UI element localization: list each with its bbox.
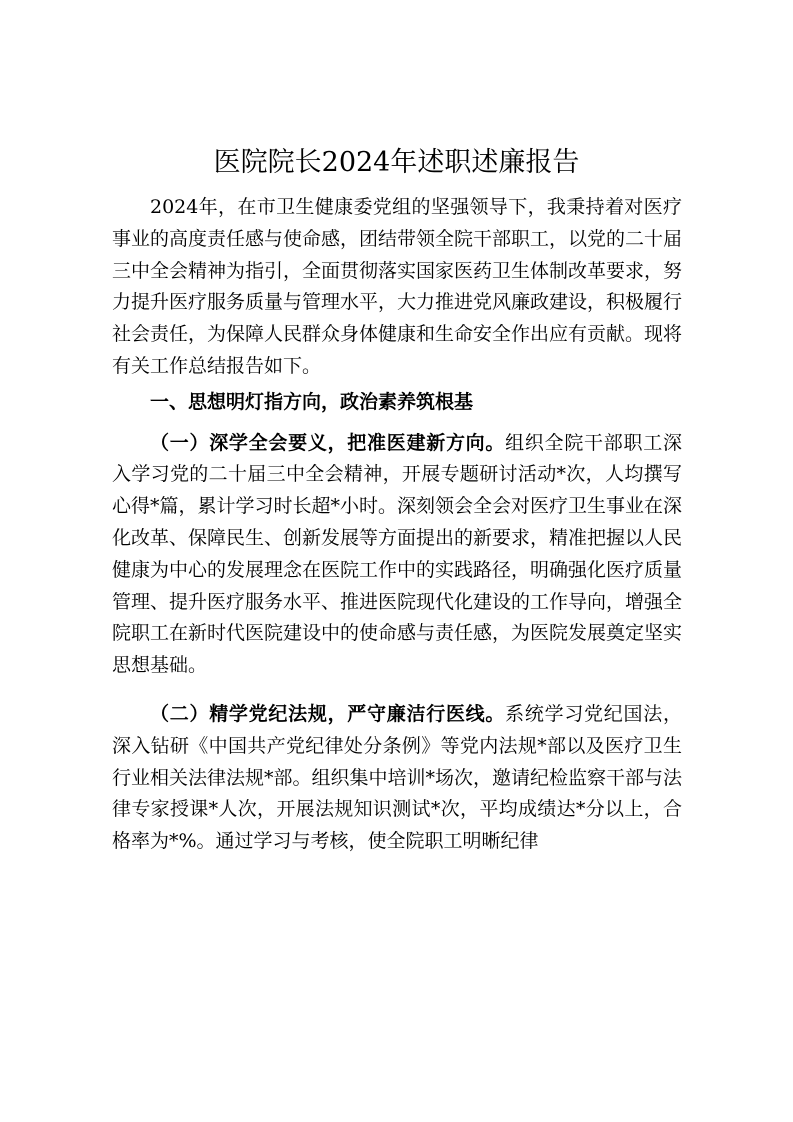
section-item-1-text: 组织全院干部职工深入学习党的二十届三中全会精神，开展专题研讨活动*次，人均撰写心得*篇，累计学习时长超*小时。深刻领会全会对医疗卫生事业在深化改革、保障民生、创新发展等方面提出的新要求，精准把握以人民健康为中心的发展理念在医院工作中的实践路径，明确强化医疗质量管理、提升医疗服务水平、推进医院现代化建设的工作导向，增强全院职工在新时代医院建设中的使命感与责任感，为医院发展奠定坚实思想基础。 — [112, 431, 683, 677]
document-body — [112, 192, 682, 858]
section-item-1 — [112, 428, 682, 682]
section-item-2-text: 系统学习党纪国法，深入钻研《中国共产党纪律处分条例》等党内法规*部以及医疗卫生行业相关法律法规*部。组织集中培训*场次，邀请纪检监察干部与法律专家授课*人次，开展法规知识测试*次，平均成绩达*分以上，合格率为*%。通过学习与考核，使全院职工明晰纪律 — [112, 702, 683, 853]
spacer — [112, 682, 682, 699]
intro-paragraph: 2024年，在市卫生健康委党组的坚强领导下，我秉持着对医疗事业的高度责任感与使命感，团结带领全院干部职工，以党的二十届三中全会精神为指引，全面贯彻落实国家医药卫生体制改革要求，努力提升医疗服务质量与管理水平，大力推进党风廉政建设，积极履行社会责任，为保障人民群众身体健康和生命安全作出应有贡献。现将有关工作总结报告如下。 — [112, 196, 683, 377]
document-title: 医院院长2024年述职述廉报告 — [213, 147, 580, 178]
section-item-2 — [112, 699, 682, 858]
section-heading-1: 一、思想明灯指方向，政治素养筑根基 — [150, 390, 474, 413]
section-item-1-lead: （一）深学全会要义，把准医建新方向。 — [150, 431, 506, 454]
section-item-2-lead: （二）精学党纪法规，严守廉洁行医线。 — [150, 702, 506, 725]
